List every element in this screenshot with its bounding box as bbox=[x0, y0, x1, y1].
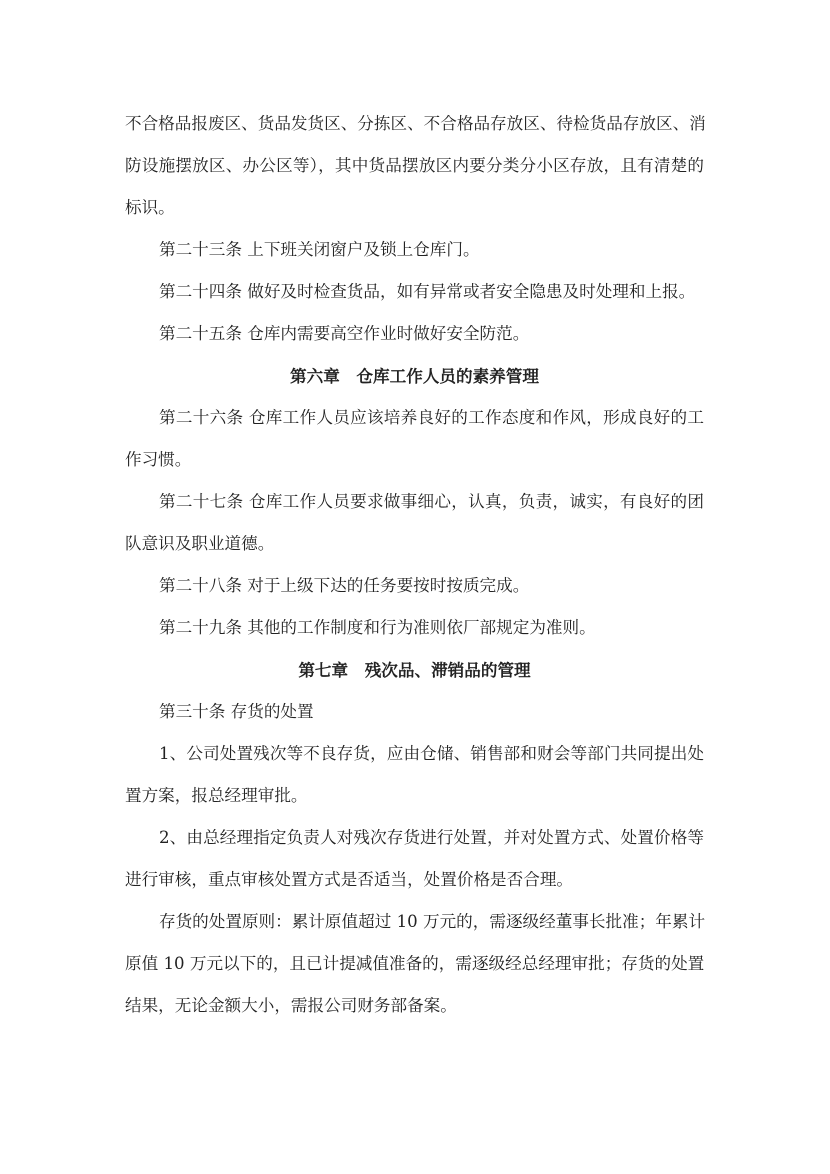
paragraph bbox=[125, 229, 704, 271]
paragraph bbox=[125, 481, 704, 565]
text-line: 第二十三条 上下班关闭窗户及锁上仓库门。 bbox=[159, 240, 480, 259]
text-line: 第二十五条 仓库内需要高空作业时做好安全防范。 bbox=[159, 324, 530, 343]
text-line: 第二十七条 仓库工作人员要求做事细心，认真，负责，诚实，有良好的团 bbox=[159, 492, 704, 511]
text-line: 1、公司处置残次等不良存货，应由仓储、销售部和财会等部门共同提出处 bbox=[159, 744, 704, 763]
paragraph bbox=[125, 733, 704, 817]
chapter-heading: 第六章 仓库工作人员的素养管理 bbox=[290, 366, 539, 386]
document-page bbox=[125, 103, 704, 1027]
text-line: 原值 10 万元以下的，且已计提减值准备的，需逐级经总经理审批；存货的处置 bbox=[125, 954, 705, 973]
text-line: 不合格品报废区、货品发货区、分拣区、不合格品存放区、待检货品存放区、消 bbox=[125, 114, 706, 133]
paragraph bbox=[125, 565, 704, 607]
paragraph bbox=[125, 313, 704, 355]
paragraph bbox=[125, 397, 704, 481]
text-line: 标识。 bbox=[125, 198, 175, 217]
text-line: 置方案，报总经理审批。 bbox=[125, 786, 308, 805]
text-line: 存货的处置原则：累计原值超过 10 万元的，需逐级经董事长批准；年累计 bbox=[159, 912, 706, 931]
text-line: 队意识及职业道德。 bbox=[125, 534, 275, 553]
text-line: 第二十四条 做好及时检查货品，如有异常或者安全隐患及时处理和上报。 bbox=[159, 282, 696, 301]
chapter-heading: 第七章 残次品、滞销品的管理 bbox=[298, 660, 531, 680]
text-line: 第三十条 存货的处置 bbox=[159, 702, 314, 721]
paragraph bbox=[125, 817, 704, 901]
paragraph bbox=[125, 691, 704, 733]
text-line: 2、由总经理指定负责人对残次存货进行处置，并对处置方式、处置价格等 bbox=[159, 828, 704, 847]
text-line: 结果，无论金额大小，需报公司财务部备案。 bbox=[125, 996, 457, 1015]
text-line: 第二十八条 对于上级下达的任务要按时按质完成。 bbox=[159, 576, 530, 595]
text-line: 第二十九条 其他的工作制度和行为准则依厂部规定为准则。 bbox=[159, 618, 596, 637]
paragraph bbox=[125, 607, 704, 649]
text-line: 防设施摆放区、办公区等），其中货品摆放区内要分类分小区存放，且有清楚的 bbox=[125, 156, 704, 175]
text-line: 进行审核，重点审核处置方式是否适当，处置价格是否合理。 bbox=[125, 870, 574, 889]
paragraph bbox=[125, 103, 704, 229]
text-line: 作习惯。 bbox=[125, 450, 192, 469]
paragraph bbox=[125, 901, 704, 1027]
text-line: 第二十六条 仓库工作人员应该培养良好的工作态度和作风，形成良好的工 bbox=[159, 408, 704, 427]
paragraph bbox=[125, 271, 704, 313]
